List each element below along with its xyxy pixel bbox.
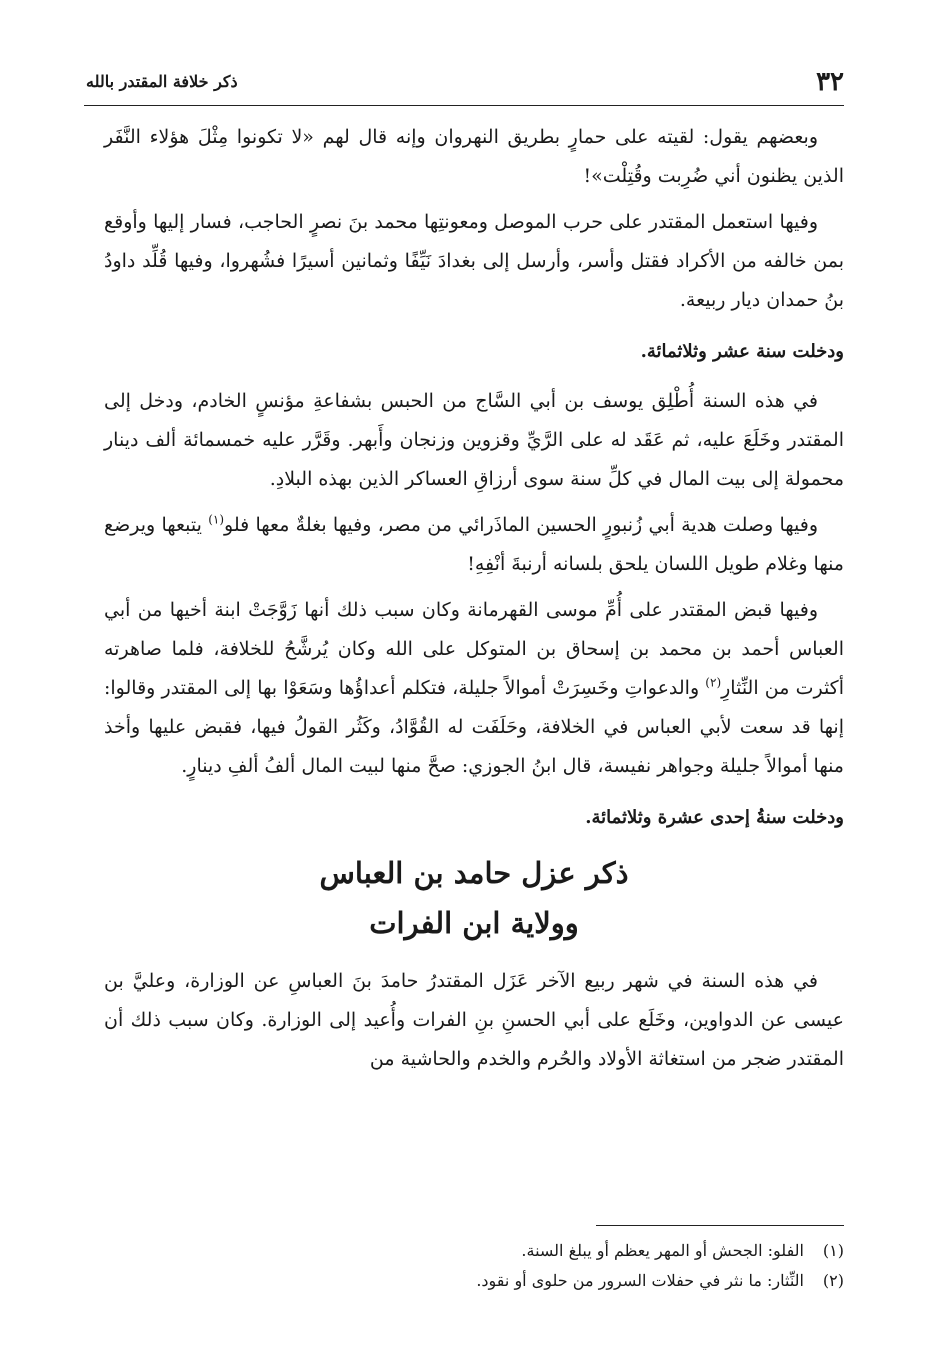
- footnote-text: الفلو: الجحش أو المهر يعظم أو يبلغ السنة.: [521, 1241, 804, 1260]
- year-heading-310: ودخلت سنة عشر وثلاثمائة.: [640, 341, 844, 362]
- paragraph-yusuf-ibn-abi-saj: في هذه السنة أُطْلِق يوسف بن أبي السَّاج من الحبس بشفاعةِ مؤنسٍ الخادم، ودخل إلى المقتدر وخَلَعَ عليه، ثم عَقَد له على الرَّيِّ وقزوين وزنجان وأَبهر. وقَرَّر عليه خمسمائة ألف دينار محمولة إلى بيت المال في كلِّ سنة سوى أرزاقِ العساكر الذين بهذه البلادِ.: [104, 390, 844, 490]
- gift-text-after: يتبعها ويرضع منها وغلام طويل اللسان يلحق بلسانه أرنبةَ أنْفِهِ!: [104, 514, 844, 575]
- paragraph-ibn-al-furat: في هذه السنة في شهر ربيع الآخر عَزَل المقتدرُ حامدَ بنَ العباسِ عن الوزارة، وعليَّ بن عيسى عن الدواوين، وخَلَع على أبي الحسنِ بنِ الفرات وأُعيد إلى الوزارة. وكان سبب ذلك أن المقتدر ضجر من استغاثة الأولاد والحُرم والخدم والحاشية من: [104, 970, 844, 1070]
- paragraph-umm-musa: وفيها قبض المقتدر على أُمِّ موسى القهرمانة وكان سبب ذلك أنها زَوَّجَتْ ابنة أخيها من أبي العباس أحمد بن محمد بن إسحاق بن المتوكل على الله وكان يُرشَّحُ للخلافة، فلما صاهرته أكثرت من النِّثارِ$^{(٢)}$ والدعواتِ وخَسِرَتْ أموالاً جليلة، فتكلم أعداؤُها وسَعَوْا بها إلى المقتدر وقالوا: إنها قد سعت لأبي العباس في الخلافة، وحَلَفَت له القُوَّادُ، وكَثُر القولُ فيها، فقبض عليها وأخذ منها أموالاً جليلة وجواهر نفيسة، قال ابنُ الجوزي: صحَّ منها لبيت المال ألفُ ألفِ دينارٍ.: [104, 599, 844, 777]
- footnote-mark-2: (٢): [705, 675, 722, 690]
- main-text: [104, 118, 844, 1086]
- gift-text-before: وفيها وصلت هدية أبي زُنبورٍ الحسين الماذَرائي من مصر، وفيها بغلةٌ معها فلو: [224, 514, 818, 536]
- chapter-title-line-2: وولاية ابن الفرات: [369, 906, 579, 940]
- year-heading-311: ودخلت سنةُ إحدى عشرة وثلاثمائة.: [585, 807, 844, 828]
- footnote-number: (١): [822, 1241, 844, 1260]
- chapter-title-line-1: ذكر عزل حامد بن العباس: [319, 856, 629, 890]
- footnote-rule: [596, 1225, 844, 1226]
- footnote-2: [104, 1266, 844, 1296]
- paragraph-gift-from-egypt: [104, 506, 844, 584]
- footnote-number: (٢): [822, 1271, 844, 1290]
- header-rule: [84, 105, 844, 106]
- footnotes: [104, 1236, 844, 1296]
- running-title: ذكر خلافة المقتدر بالله: [86, 72, 238, 91]
- page-number: ٣٢: [816, 67, 844, 97]
- chapter-title: [104, 848, 844, 948]
- paragraph-nahrawan: وبعضهم يقول: لقيته على حمارٍ بطريق النهروان وإنه قال لهم «لا تكونوا مِثْلَ هؤلاء النَّفَر الذين يظنون أني ضُرِبت وقُتِلْت»!: [104, 126, 844, 187]
- running-head: [86, 64, 844, 100]
- footnote-text: النِّثار: ما نثر في حفلات السرور من حلوى أو نقود.: [476, 1271, 804, 1290]
- paragraph-mosul: وفيها استعمل المقتدر على حرب الموصل ومعونتِها محمد بنَ نصرٍ الحاجب، فسار إليها وأوقع بمن خالفه من الأكراد فقتل وأسر، وأرسل إلى بغدادَ نَيِّفًا وثمانين أسيرًا فشُهروا، وفيها قُلِّد داودُ بنُ حمدان ديار ربيعة.: [104, 211, 844, 311]
- footnote-1: [104, 1236, 844, 1266]
- footnote-mark-1: (١): [208, 512, 225, 527]
